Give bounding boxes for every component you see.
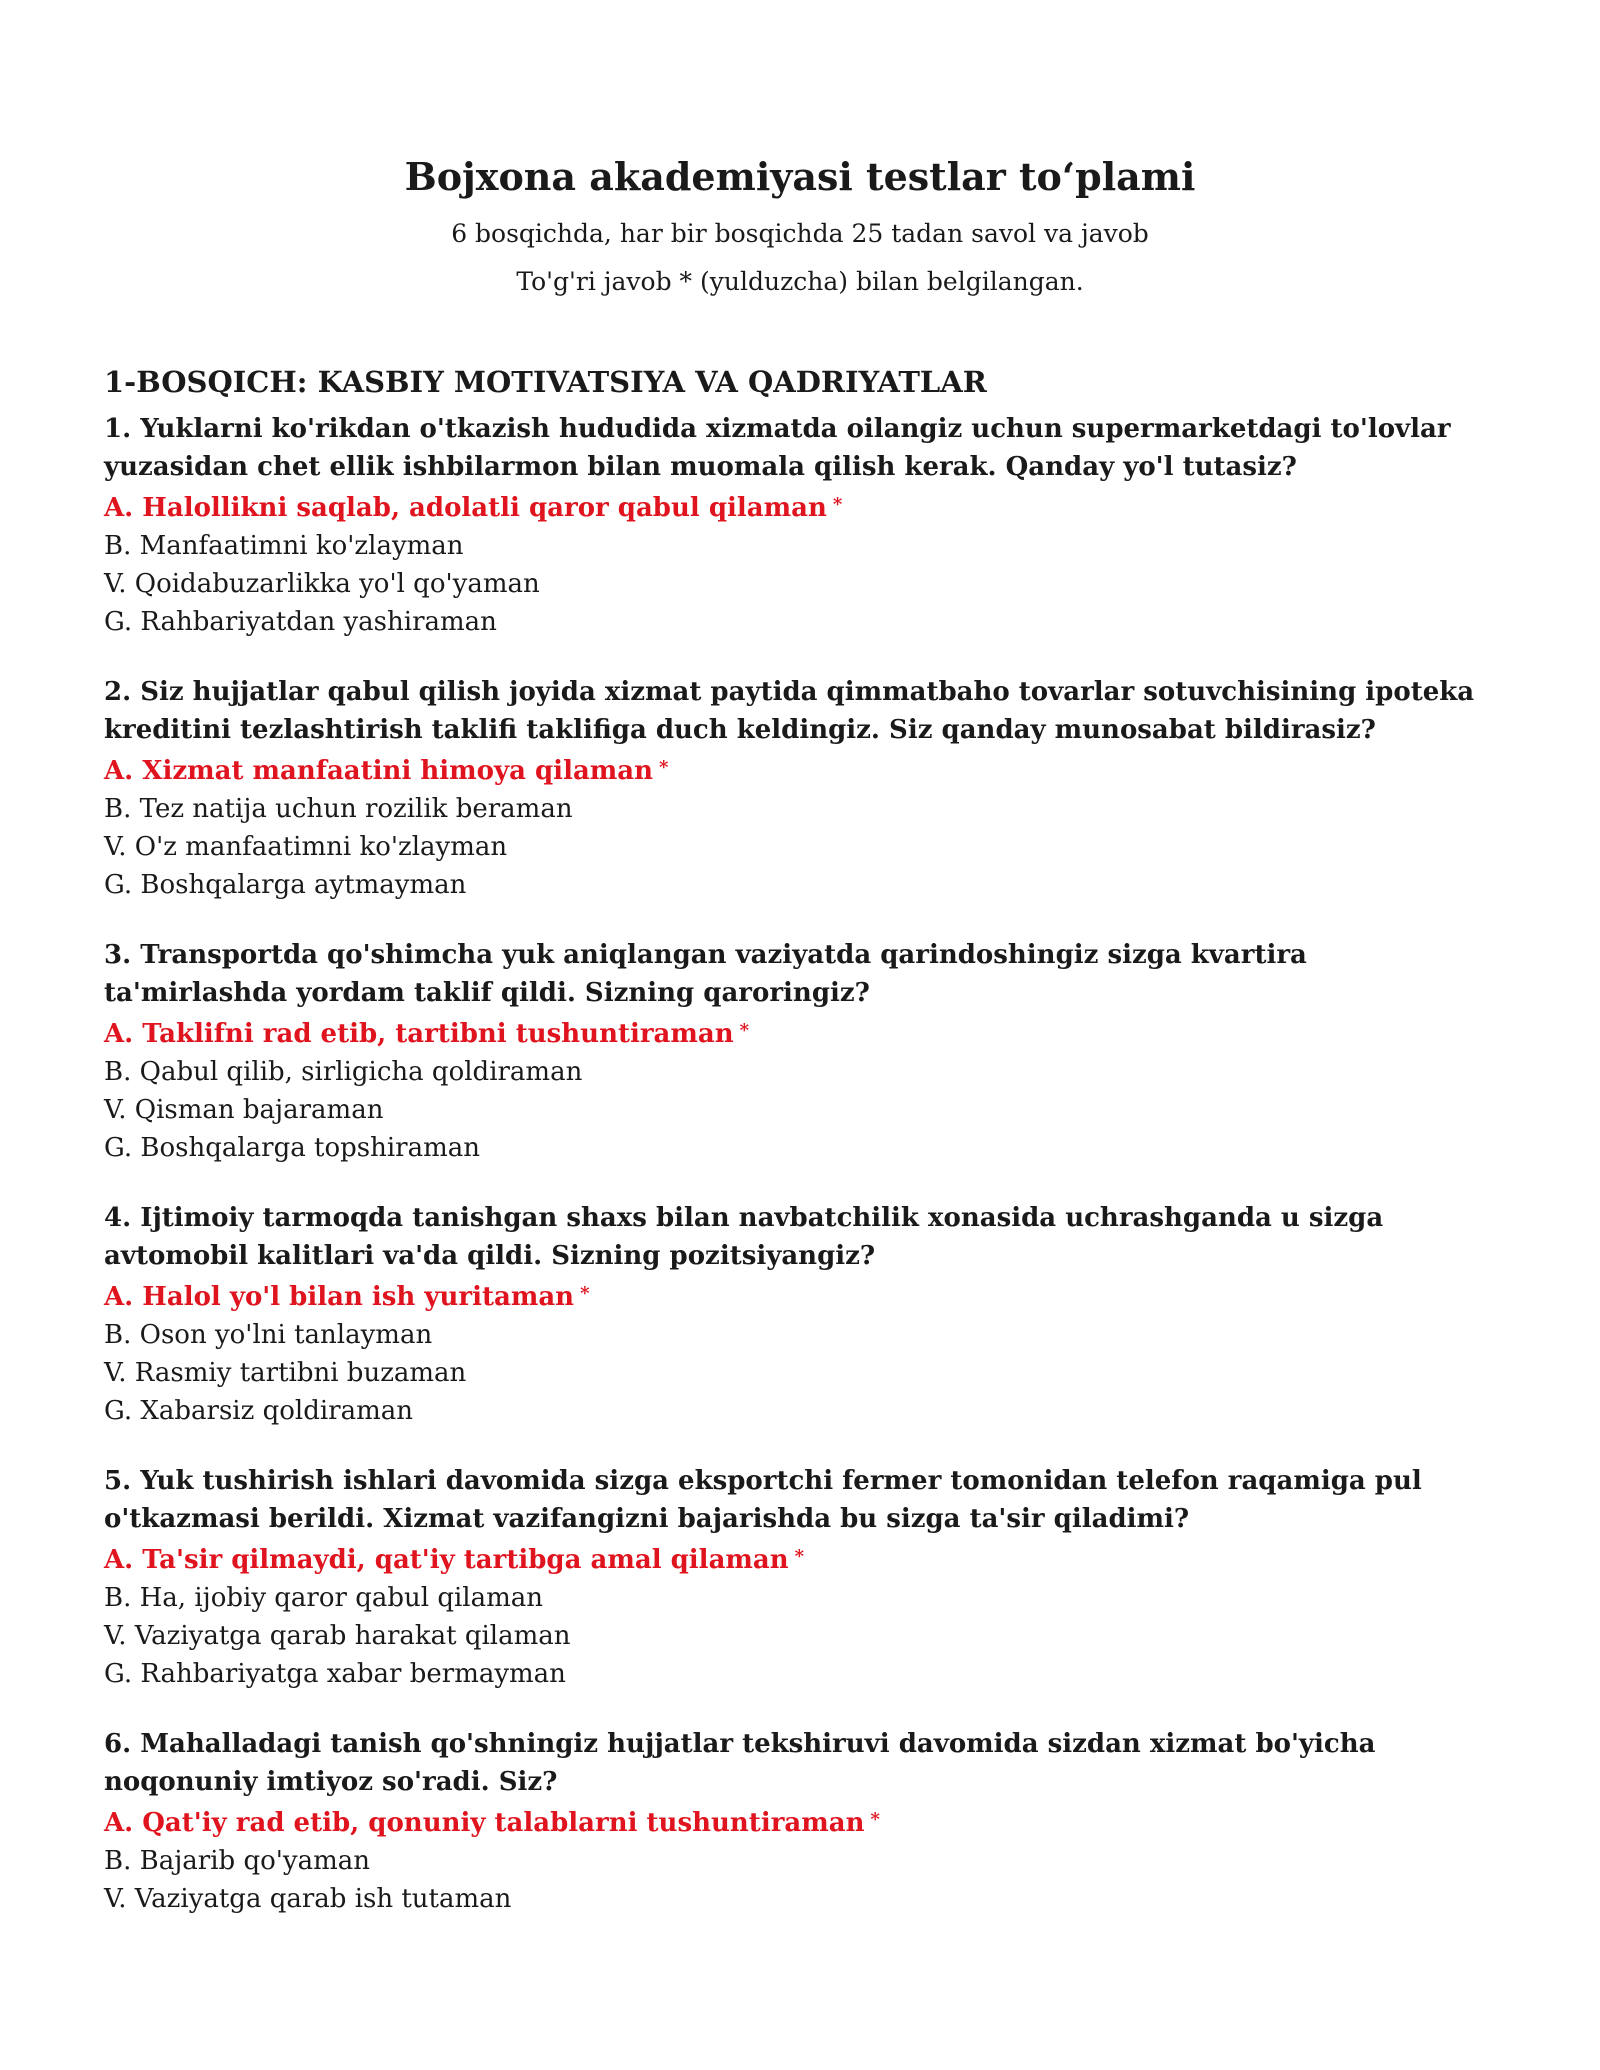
question-item [104, 1199, 1496, 1430]
question-item [104, 1462, 1496, 1693]
answer-option [104, 1655, 1496, 1693]
answer-option-correct [104, 1801, 1496, 1842]
answer-option [104, 1091, 1496, 1129]
question-text: 2. Siz hujjatlar qabul qilish joyida xizmat paytida qimmatbaho tovarlar sotuvchisining ipoteka kreditini tezlashtirish taklifi taklifiga duch keldingiz. Siz qanday munosabat bildirasiz? [104, 677, 1475, 745]
answer-option-label: A. Halollikni saqlab, adolatli qaror qabul qilaman [104, 493, 827, 523]
answer-option-label: V. Vaziyatga qarab harakat qilaman [104, 1621, 571, 1651]
answer-option [104, 866, 1496, 904]
answer-option-label: B. Manfaatimni ko'zlayman [104, 531, 464, 561]
answer-options [104, 1801, 1496, 1918]
answer-options [104, 486, 1496, 641]
document-title: Bojxona akademiyasi testlar to‘plami [404, 154, 1196, 199]
document-subtitle: 6 bosqichda, har bir bosqichda 25 tadan savol va javob [451, 219, 1149, 248]
answer-option-label: B. Qabul qilib, sirligicha qoldiraman [104, 1057, 583, 1087]
answer-option [104, 1579, 1496, 1617]
answer-option-label: A. Ta'sir qilmaydi, qat'iy tartibga amal qilaman [104, 1545, 789, 1575]
answer-key-note: To'g'ri javob * (yulduzcha) bilan belgilangan. [516, 267, 1084, 296]
answer-option-label: G. Xabarsiz qoldiraman [104, 1396, 413, 1426]
question-item [104, 936, 1496, 1167]
answer-option-label: A. Halol yo'l bilan ish yuritaman [104, 1282, 575, 1312]
answer-option-label: B. Tez natija uchun rozilik beraman [104, 794, 573, 824]
question-item [104, 410, 1496, 641]
answer-option [104, 828, 1496, 866]
question-text: 3. Transportda qo'shimcha yuk aniqlangan vaziyatda qarindoshingiz sizga kvartira ta'mirlashda yordam taklif qildi. Sizning qaroringiz? [104, 940, 1307, 1008]
answer-option [104, 527, 1496, 565]
answer-option-label: B. Oson yo'lni tanlayman [104, 1320, 433, 1350]
question-text: 4. Ijtimoiy tarmoqda tanishgan shaxs bilan navbatchilik xonasida uchrashganda u sizga avtomobil kalitlari va'da qildi. Sizning pozitsiyangiz? [104, 1203, 1384, 1271]
answer-option-label: G. Boshqalarga topshiraman [104, 1133, 480, 1163]
question-item [104, 1725, 1496, 1918]
question-text: 1. Yuklarni ko'rikdan o'tkazish hududida xizmatda oilangiz uchun supermarketdagi to'lovlar yuzasidan chet ellik ishbilarmon bilan muomala qilish kerak. Qanday yo'l tutasiz? [104, 414, 1451, 482]
answer-option [104, 790, 1496, 828]
answer-option [104, 1053, 1496, 1091]
question-list [104, 410, 1496, 1918]
answer-option-correct [104, 1275, 1496, 1316]
answer-option-label: A. Qat'iy rad etib, qonuniy talablarni tushuntiraman [104, 1808, 865, 1838]
answer-options [104, 1538, 1496, 1693]
answer-options [104, 749, 1496, 904]
answer-option [104, 1129, 1496, 1167]
correct-answer-star-icon: * [794, 1546, 805, 1567]
answer-option [104, 1617, 1496, 1655]
section-heading: 1-BOSQICH: KASBIY MOTIVATSIYA VA QADRIYATLAR [104, 365, 987, 399]
answer-option-label: G. Rahbariyatdan yashiraman [104, 607, 497, 637]
answer-option-label: G. Boshqalarga aytmayman [104, 870, 467, 900]
answer-option [104, 1354, 1496, 1392]
document-header [104, 150, 1496, 302]
answer-option [104, 565, 1496, 603]
answer-option-correct [104, 749, 1496, 790]
correct-answer-star-icon: * [580, 1283, 590, 1304]
answer-option-label: V. Qisman bajaraman [104, 1095, 384, 1125]
answer-option-label: B. Ha, ijobiy qaror qabul qilaman [104, 1583, 543, 1613]
answer-option-label: V. Rasmiy tartibni buzaman [104, 1358, 467, 1388]
question-text: 6. Mahalladagi tanish qo'shningiz hujjatlar tekshiruvi davomida sizdan xizmat bo'yicha noqonuniy imtiyoz so'radi. Siz? [104, 1729, 1376, 1797]
correct-answer-star-icon: * [870, 1809, 880, 1830]
answer-option [104, 603, 1496, 641]
answer-option-label: V. Vaziyatga qarab ish tutaman [104, 1884, 512, 1914]
answer-options [104, 1275, 1496, 1430]
answer-option [104, 1842, 1496, 1880]
answer-option-label: V. Qoidabuzarlikka yo'l qo'yaman [104, 569, 540, 599]
answer-option-label: A. Xizmat manfaatini himoya qilaman [104, 756, 654, 786]
question-item [104, 673, 1496, 904]
answer-option-correct [104, 1012, 1496, 1053]
correct-answer-star-icon: * [832, 494, 843, 515]
answer-options [104, 1012, 1496, 1167]
answer-option-label: G. Rahbariyatga xabar bermayman [104, 1659, 566, 1689]
answer-option [104, 1392, 1496, 1430]
correct-answer-star-icon: * [659, 757, 669, 778]
question-text: 5. Yuk tushirish ishlari davomida sizga eksportchi fermer tomonidan telefon raqamiga pul o'tkazmasi berildi. Xizmat vazifangizni bajarishda bu sizga ta'sir qiladimi? [104, 1466, 1422, 1534]
answer-option [104, 1880, 1496, 1918]
answer-option [104, 1316, 1496, 1354]
correct-answer-star-icon: * [739, 1020, 750, 1041]
answer-option-label: V. O'z manfaatimni ko'zlayman [104, 832, 508, 862]
answer-option-correct [104, 1538, 1496, 1579]
answer-option-correct [104, 486, 1496, 527]
answer-option-label: A. Taklifni rad etib, tartibni tushuntiraman [104, 1019, 734, 1049]
answer-option-label: B. Bajarib qo'yaman [104, 1846, 370, 1876]
